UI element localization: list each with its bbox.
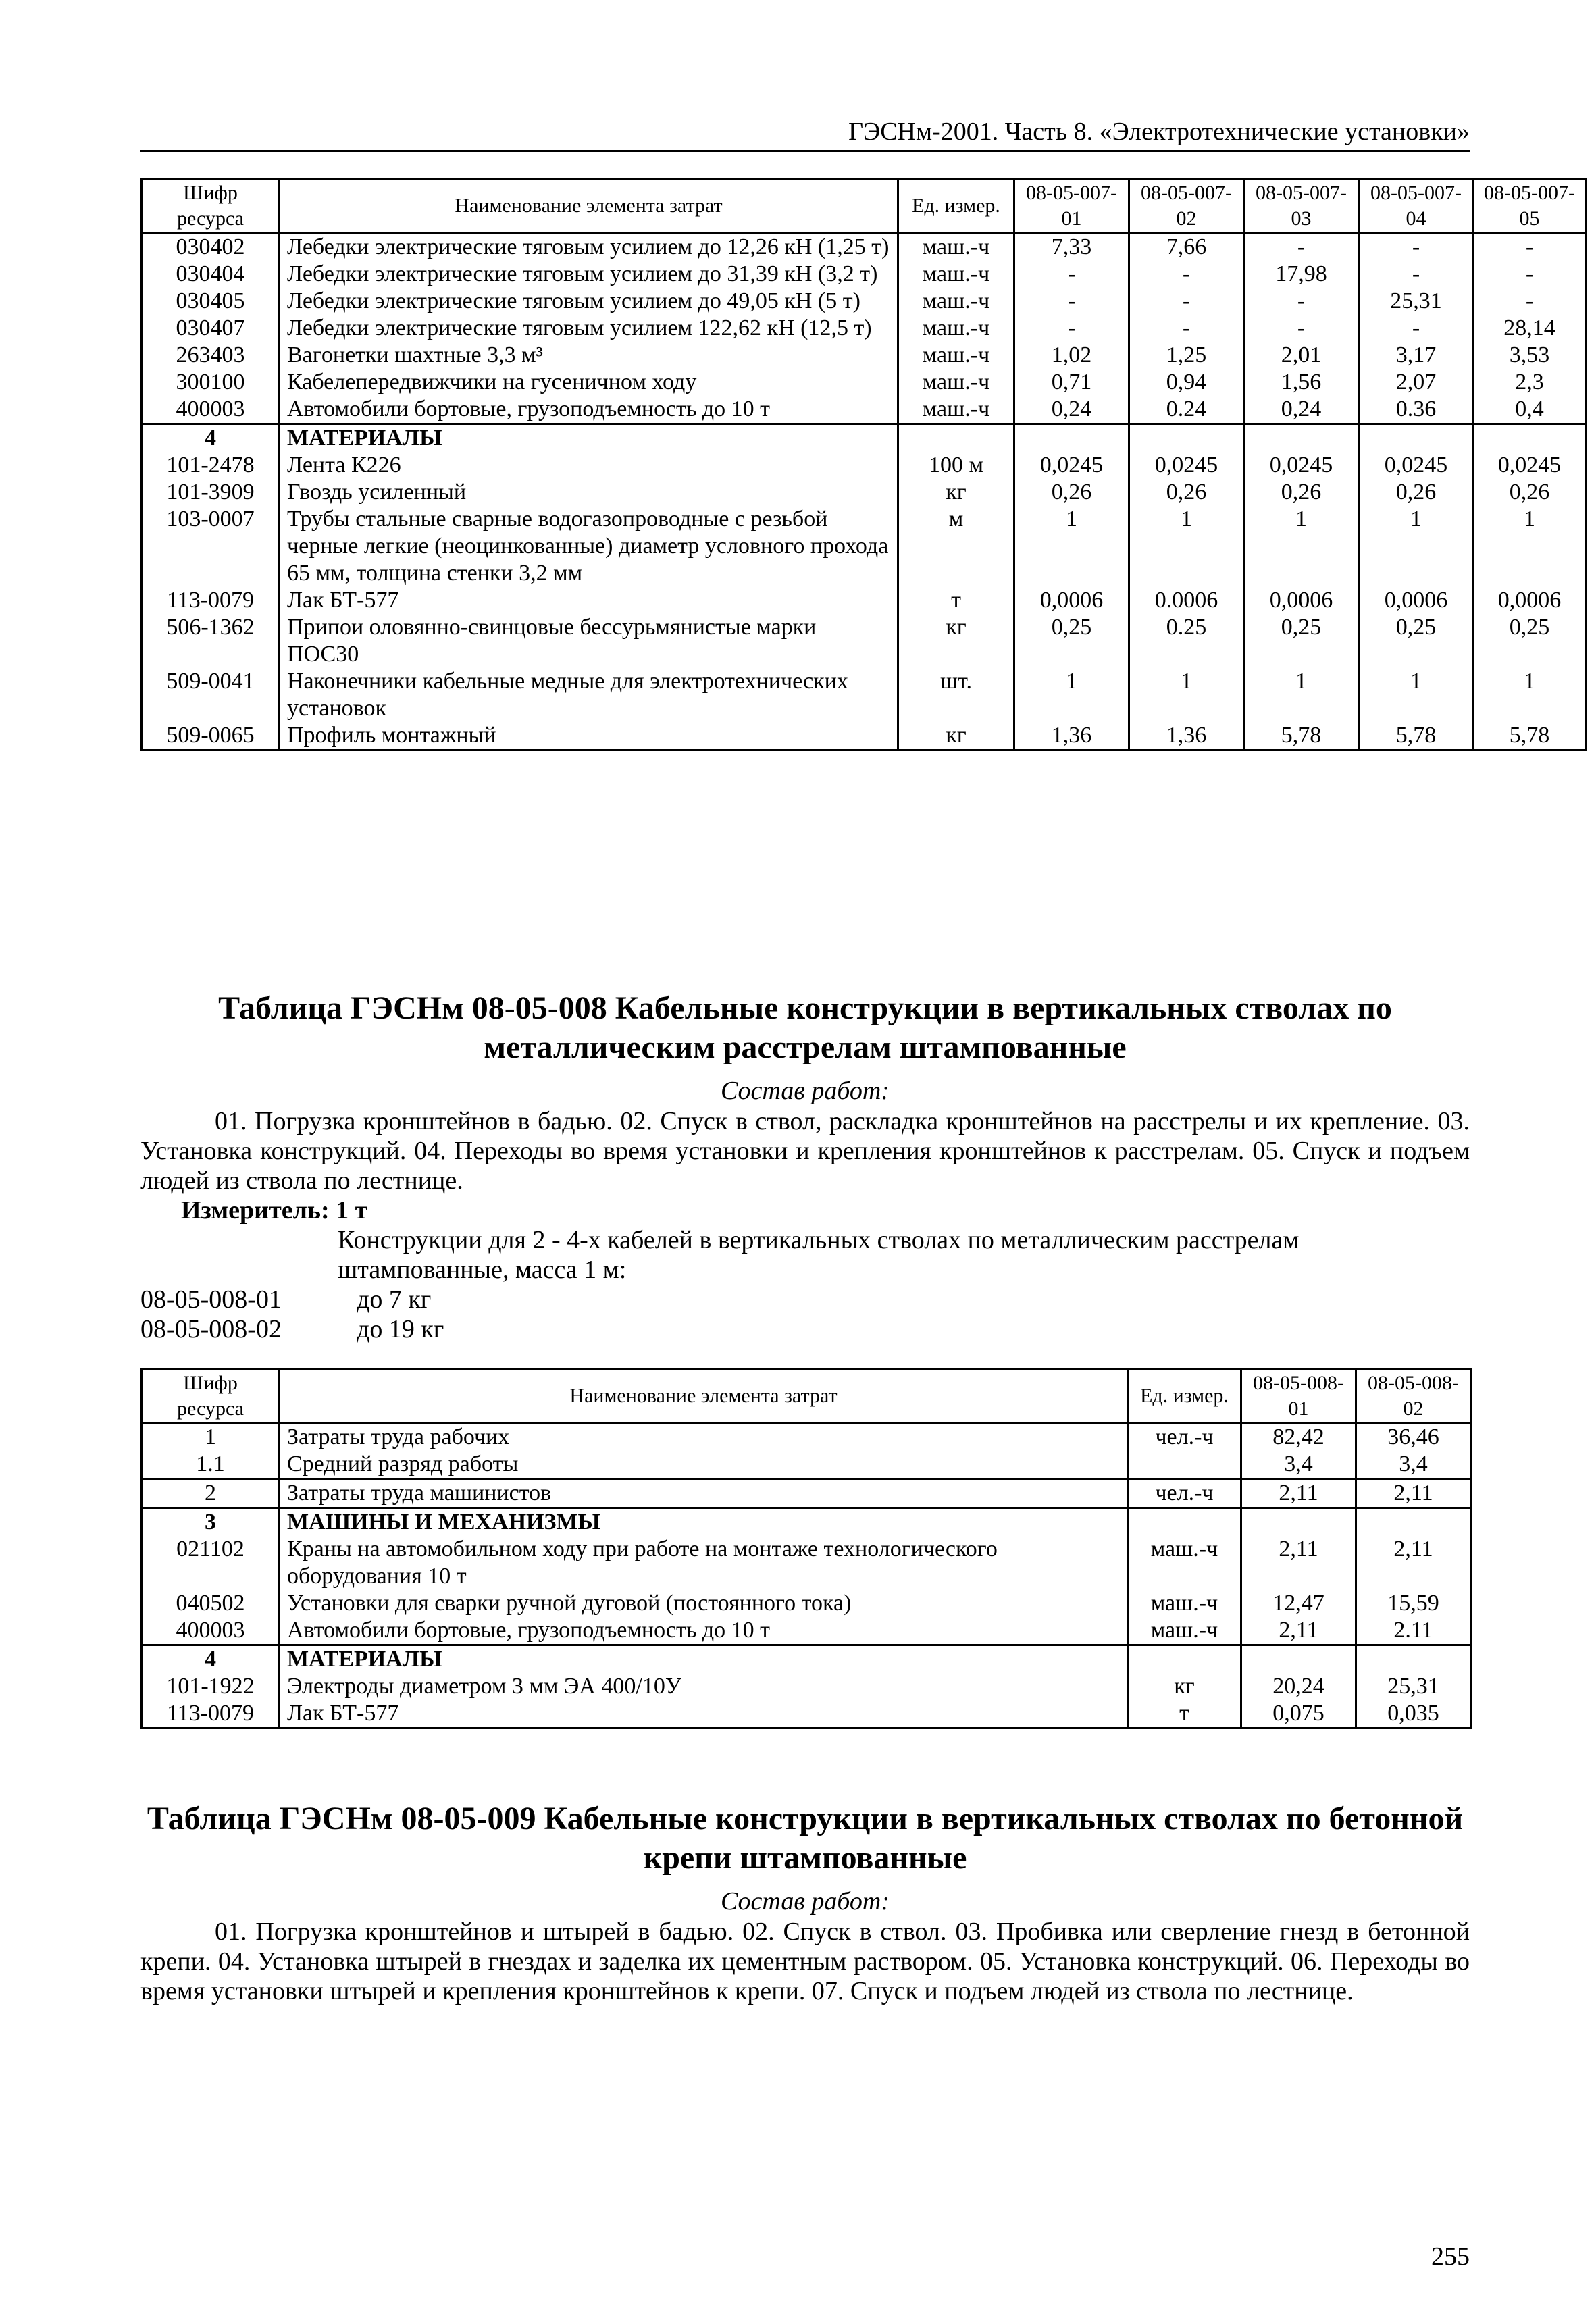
- value-cell: 2,01: [1244, 342, 1359, 369]
- value-cell: 0,26: [1474, 479, 1586, 506]
- value-cell: 0,075: [1241, 1700, 1356, 1728]
- unit-cell: кг: [898, 479, 1014, 506]
- resource-code: 101-2478: [142, 452, 280, 479]
- unit-cell: т: [898, 587, 1014, 614]
- value-cell: 1: [1359, 668, 1474, 722]
- resource-code: 400003: [142, 1617, 280, 1645]
- unit-cell: [1128, 1645, 1241, 1674]
- value-cell: 0,0245: [1359, 452, 1474, 479]
- table-row: [142, 1617, 1471, 1645]
- composition-label: Состав работ:: [720, 1887, 890, 1916]
- table-row: [142, 369, 1586, 396]
- table-row: [142, 1536, 1471, 1590]
- value-cell: 3,53: [1474, 342, 1586, 369]
- unit-cell: 100 м: [898, 452, 1014, 479]
- value-cell: [1241, 1508, 1356, 1537]
- resource-name: Автомобили бортовые, грузоподъемность до 10 т: [280, 396, 898, 424]
- value-cell: 12,47: [1241, 1590, 1356, 1617]
- value-cell: 0,25: [1244, 614, 1359, 668]
- composition-text: 01. Погрузка кронштейнов в бадью. 02. Спуск в ствол, раскладка кронштейнов на расстрелы и их крепление. 03. Установка конструкций. 04. Переходы во время установки и крепления кронштейнов к расстрелам. 05. Спуск и подъем людей из ствола по лестнице.: [140, 1107, 1470, 1195]
- value-cell: 1: [1129, 506, 1244, 587]
- unit-cell: маш.-ч: [898, 261, 1014, 288]
- value-cell: 2,11: [1356, 1536, 1471, 1590]
- header-col: 08-05-007-01: [1014, 180, 1129, 233]
- unit-cell: [1128, 1451, 1241, 1479]
- value-cell: 5,78: [1244, 722, 1359, 750]
- value-cell: -: [1474, 261, 1586, 288]
- value-cell: 0,71: [1014, 369, 1129, 396]
- resource-name: Электроды диаметром 3 мм ЭА 400/10У: [280, 1673, 1128, 1700]
- value-cell: 2,11: [1241, 1617, 1356, 1645]
- value-cell: -: [1129, 288, 1244, 315]
- table-row: [142, 1479, 1471, 1508]
- table-row: [142, 315, 1586, 342]
- value-cell: 82,42: [1241, 1423, 1356, 1451]
- resource-code: 300100: [142, 369, 280, 396]
- value-cell: 0,25: [1474, 614, 1586, 668]
- unit-cell: маш.-ч: [1128, 1590, 1241, 1617]
- resource-code: 030404: [142, 261, 280, 288]
- header-code: Шифр ресурса: [142, 1370, 280, 1423]
- table-row: [142, 342, 1586, 369]
- unit-cell: маш.-ч: [898, 233, 1014, 261]
- value-cell: 7,66: [1129, 233, 1244, 261]
- value-cell: -: [1474, 233, 1586, 261]
- resource-code: 1: [142, 1423, 280, 1451]
- table-row: [142, 396, 1586, 424]
- value-cell: -: [1244, 315, 1359, 342]
- value-cell: 1,25: [1129, 342, 1244, 369]
- variant-description: Конструкции для 2 - 4-х кабелей в вертикальных стволах по металлическим расстрелам штампованные, масса 1 м:: [338, 1226, 1299, 1284]
- value-cell: 0,26: [1244, 479, 1359, 506]
- value-cell: 1,36: [1129, 722, 1244, 750]
- value-cell: 5,78: [1474, 722, 1586, 750]
- resource-name: Лебедки электрические тяговым усилием 122,62 кН (12,5 т): [280, 315, 898, 342]
- resource-code: 113-0079: [142, 1700, 280, 1728]
- value-cell: [1356, 1645, 1471, 1674]
- labor-section: [142, 1423, 1471, 1479]
- value-cell: 3,4: [1356, 1451, 1471, 1479]
- value-cell: -: [1244, 233, 1359, 261]
- resource-name: Трубы стальные сварные водогазопроводные с резьбой черные легкие (неоцинкованные) диаметр условного прохода 65 мм, толщина стенки 3,2 мм: [280, 506, 898, 587]
- resource-code: 101-1922: [142, 1673, 280, 1700]
- value-cell: 0,4: [1474, 396, 1586, 424]
- header-unit: Ед. измер.: [898, 180, 1014, 233]
- value-cell: 36,46: [1356, 1423, 1471, 1451]
- unit-cell: маш.-ч: [898, 369, 1014, 396]
- value-cell: [1474, 424, 1586, 453]
- resource-table-08-05-008: [140, 1368, 1472, 1729]
- resource-code: 506-1362: [142, 614, 280, 668]
- resource-code: 400003: [142, 396, 280, 424]
- resource-code: 509-0065: [142, 722, 280, 750]
- table-row: [142, 233, 1586, 261]
- value-cell: 0,0006: [1359, 587, 1474, 614]
- table-row: [142, 261, 1586, 288]
- header-code: Шифр ресурса: [142, 180, 280, 233]
- unit-cell: кг: [898, 614, 1014, 668]
- value-cell: 0,26: [1129, 479, 1244, 506]
- table-row: [142, 1451, 1471, 1479]
- value-cell: -: [1474, 288, 1586, 315]
- unit-cell: маш.-ч: [898, 396, 1014, 424]
- value-cell: [1359, 424, 1474, 453]
- table-title-08-05-008: Таблица ГЭСНм 08-05-008 Кабельные конструкции в вертикальных стволах по металлическим расстрелам штампованные: [218, 990, 1392, 1065]
- variant-code: 08-05-008-01: [140, 1285, 282, 1314]
- resource-name: Лебедки электрические тяговым усилием до 12,26 кН (1,25 т): [280, 233, 898, 261]
- value-cell: 0,0006: [1474, 587, 1586, 614]
- resource-name: Лак БТ-577: [280, 587, 898, 614]
- section-number: 3: [142, 1508, 280, 1537]
- table-row: [142, 722, 1586, 750]
- value-cell: 2.11: [1356, 1617, 1471, 1645]
- table-row: [142, 1673, 1471, 1700]
- variant-text: до 19 кг: [357, 1315, 444, 1343]
- value-cell: 3,17: [1359, 342, 1474, 369]
- value-cell: -: [1359, 261, 1474, 288]
- unit-cell: [1128, 1508, 1241, 1537]
- resource-code: 2: [142, 1479, 280, 1508]
- resource-name: Средний разряд работы: [280, 1451, 1128, 1479]
- value-cell: 25,31: [1359, 288, 1474, 315]
- value-cell: 0,26: [1359, 479, 1474, 506]
- value-cell: 1: [1244, 668, 1359, 722]
- table-row: [142, 1423, 1471, 1451]
- value-cell: 0,25: [1359, 614, 1474, 668]
- variant-text: до 7 кг: [357, 1285, 432, 1314]
- section-title: МАШИНЫ И МЕХАНИЗМЫ: [280, 1508, 1128, 1537]
- table-row: [142, 452, 1586, 479]
- value-cell: 0,26: [1014, 479, 1129, 506]
- value-cell: 0,0245: [1129, 452, 1244, 479]
- section-number: 4: [142, 424, 280, 453]
- table-row: [142, 1700, 1471, 1728]
- value-cell: [1241, 1645, 1356, 1674]
- resource-name: Наконечники кабельные медные для электротехнических установок: [280, 668, 898, 722]
- materials-section: [142, 424, 1586, 750]
- unit-cell: кг: [1128, 1673, 1241, 1700]
- value-cell: 0,0006: [1014, 587, 1129, 614]
- value-cell: 0,94: [1129, 369, 1244, 396]
- resource-name: Гвоздь усиленный: [280, 479, 898, 506]
- value-cell: 0.25: [1129, 614, 1244, 668]
- resource-code: 1.1: [142, 1451, 280, 1479]
- resource-name: Припои оловянно-свинцовые бессурьмянистые марки ПОС30: [280, 614, 898, 668]
- value-cell: -: [1359, 315, 1474, 342]
- composition-text: 01. Погрузка кронштейнов и штырей в бадью. 02. Спуск в ствол. 03. Пробивка или сверление гнезд в бетонной крепи. 04. Установка штырей в гнездах и заделка их цементным раствором. 05. Установка конструкций. 06. Переходы во время установки штырей и крепления кронштейнов к крепи. 07. Спуск и подъем людей из ствола по лестнице.: [140, 1918, 1470, 2005]
- value-cell: -: [1014, 288, 1129, 315]
- value-cell: 0,0006: [1244, 587, 1359, 614]
- materials-section: [142, 1645, 1471, 1728]
- section-heading-row: [142, 1508, 1471, 1537]
- value-cell: 1: [1474, 506, 1586, 587]
- resource-name: Установки для сварки ручной дуговой (постоянного тока): [280, 1590, 1128, 1617]
- value-cell: 17,98: [1244, 261, 1359, 288]
- table-title-08-05-009: Таблица ГЭСНм 08-05-009 Кабельные конструкции в вертикальных стволах по бетонной крепи штампованные: [147, 1801, 1464, 1876]
- table-row: [142, 587, 1586, 614]
- table-row: [142, 288, 1586, 315]
- value-cell: 1,02: [1014, 342, 1129, 369]
- section-title: МАТЕРИАЛЫ: [280, 1645, 1128, 1674]
- unit-cell: маш.-ч: [1128, 1536, 1241, 1590]
- unit-cell: чел.-ч: [1128, 1479, 1241, 1508]
- variant-line: [140, 1285, 431, 1314]
- resource-code: 263403: [142, 342, 280, 369]
- value-cell: [1129, 424, 1244, 453]
- resource-name: Лента К226: [280, 452, 898, 479]
- value-cell: -: [1129, 261, 1244, 288]
- unit-cell: т: [1128, 1700, 1241, 1728]
- value-cell: 0,0245: [1014, 452, 1129, 479]
- resource-name: Лебедки электрические тяговым усилием до 31,39 кН (3,2 т): [280, 261, 898, 288]
- header-col: 08-05-008-02: [1356, 1370, 1471, 1423]
- value-cell: 0,25: [1014, 614, 1129, 668]
- value-cell: 0,24: [1014, 396, 1129, 424]
- value-cell: 0.36: [1359, 396, 1474, 424]
- value-cell: 2,11: [1356, 1479, 1471, 1508]
- value-cell: 15,59: [1356, 1590, 1471, 1617]
- resource-name: Профиль монтажный: [280, 722, 898, 750]
- measure-unit: Измеритель: 1 т: [181, 1196, 368, 1225]
- resource-code: 509-0041: [142, 668, 280, 722]
- resource-table-08-05-007: [140, 178, 1587, 751]
- unit-cell: [898, 424, 1014, 453]
- unit-cell: маш.-ч: [898, 315, 1014, 342]
- composition-label: Состав работ:: [720, 1077, 890, 1105]
- table-row: [142, 1590, 1471, 1617]
- value-cell: 28,14: [1474, 315, 1586, 342]
- table-row: [142, 506, 1586, 587]
- unit-cell: маш.-ч: [898, 288, 1014, 315]
- value-cell: 1: [1014, 506, 1129, 587]
- value-cell: 2,11: [1241, 1479, 1356, 1508]
- header-name: Наименование элемента затрат: [280, 1370, 1128, 1423]
- resource-code: 021102: [142, 1536, 280, 1590]
- unit-cell: кг: [898, 722, 1014, 750]
- value-cell: [1014, 424, 1129, 453]
- section-number: 4: [142, 1645, 280, 1674]
- resource-code: 103-0007: [142, 506, 280, 587]
- section-heading-row: [142, 424, 1586, 453]
- resource-code: 030407: [142, 315, 280, 342]
- value-cell: 5,78: [1359, 722, 1474, 750]
- value-cell: -: [1129, 315, 1244, 342]
- resource-code: 030405: [142, 288, 280, 315]
- value-cell: [1244, 424, 1359, 453]
- header-col: 08-05-007-03: [1244, 180, 1359, 233]
- machines-section: [142, 1508, 1471, 1645]
- machines-section: [142, 233, 1586, 424]
- header-col: 08-05-007-05: [1474, 180, 1586, 233]
- resource-name: Лак БТ-577: [280, 1700, 1128, 1728]
- unit-cell: маш.-ч: [898, 342, 1014, 369]
- value-cell: 0,0245: [1474, 452, 1586, 479]
- value-cell: 20,24: [1241, 1673, 1356, 1700]
- resource-code: 040502: [142, 1590, 280, 1617]
- value-cell: 0,035: [1356, 1700, 1471, 1728]
- resource-name: Лебедки электрические тяговым усилием до 49,05 кН (5 т): [280, 288, 898, 315]
- value-cell: 1,56: [1244, 369, 1359, 396]
- resource-name: Кабелепередвижчики на гусеничном ходу: [280, 369, 898, 396]
- resource-name: Затраты труда машинистов: [280, 1479, 1128, 1508]
- resource-code: 030402: [142, 233, 280, 261]
- value-cell: 2,3: [1474, 369, 1586, 396]
- value-cell: 1: [1014, 668, 1129, 722]
- value-cell: 1: [1359, 506, 1474, 587]
- table-row: [142, 668, 1586, 722]
- unit-cell: маш.-ч: [1128, 1617, 1241, 1645]
- header-col: 08-05-007-04: [1359, 180, 1474, 233]
- table-header-row: [142, 180, 1586, 233]
- resource-name: Вагонетки шахтные 3,3 м³: [280, 342, 898, 369]
- header-unit: Ед. измер.: [1128, 1370, 1241, 1423]
- unit-cell: м: [898, 506, 1014, 587]
- header-rule: [140, 150, 1470, 152]
- value-cell: 1: [1474, 668, 1586, 722]
- resource-name: Краны на автомобильном ходу при работе на монтаже технологического оборудования 10 т: [280, 1536, 1128, 1590]
- value-cell: -: [1014, 261, 1129, 288]
- header-col: 08-05-008-01: [1241, 1370, 1356, 1423]
- value-cell: 0.24: [1129, 396, 1244, 424]
- value-cell: -: [1359, 233, 1474, 261]
- operator-section: [142, 1479, 1471, 1508]
- table-row: [142, 479, 1586, 506]
- value-cell: 0,24: [1244, 396, 1359, 424]
- table-header-row: [142, 1370, 1471, 1423]
- value-cell: 7,33: [1014, 233, 1129, 261]
- value-cell: -: [1014, 315, 1129, 342]
- section-heading-row: [142, 1645, 1471, 1674]
- value-cell: 2,11: [1241, 1536, 1356, 1590]
- page-number: 255: [1431, 2242, 1470, 2271]
- value-cell: [1356, 1508, 1471, 1537]
- value-cell: 0.0006: [1129, 587, 1244, 614]
- unit-cell: чел.-ч: [1128, 1423, 1241, 1451]
- header-col: 08-05-007-02: [1129, 180, 1244, 233]
- value-cell: -: [1244, 288, 1359, 315]
- header-name: Наименование элемента затрат: [280, 180, 898, 233]
- variant-line: [140, 1314, 444, 1344]
- value-cell: 1: [1244, 506, 1359, 587]
- value-cell: 1,36: [1014, 722, 1129, 750]
- value-cell: 1: [1129, 668, 1244, 722]
- value-cell: 2,07: [1359, 369, 1474, 396]
- unit-cell: шт.: [898, 668, 1014, 722]
- variant-code: 08-05-008-02: [140, 1315, 282, 1343]
- value-cell: 3,4: [1241, 1451, 1356, 1479]
- resource-code: 113-0079: [142, 587, 280, 614]
- resource-name: Затраты труда рабочих: [280, 1423, 1128, 1451]
- resource-name: Автомобили бортовые, грузоподъемность до 10 т: [280, 1617, 1128, 1645]
- value-cell: 0,0245: [1244, 452, 1359, 479]
- value-cell: 25,31: [1356, 1673, 1471, 1700]
- resource-code: 101-3909: [142, 479, 280, 506]
- section-title: МАТЕРИАЛЫ: [280, 424, 898, 453]
- table-row: [142, 614, 1586, 668]
- running-header: ГЭСНм-2001. Часть 8. «Электротехнические установки»: [848, 118, 1470, 146]
